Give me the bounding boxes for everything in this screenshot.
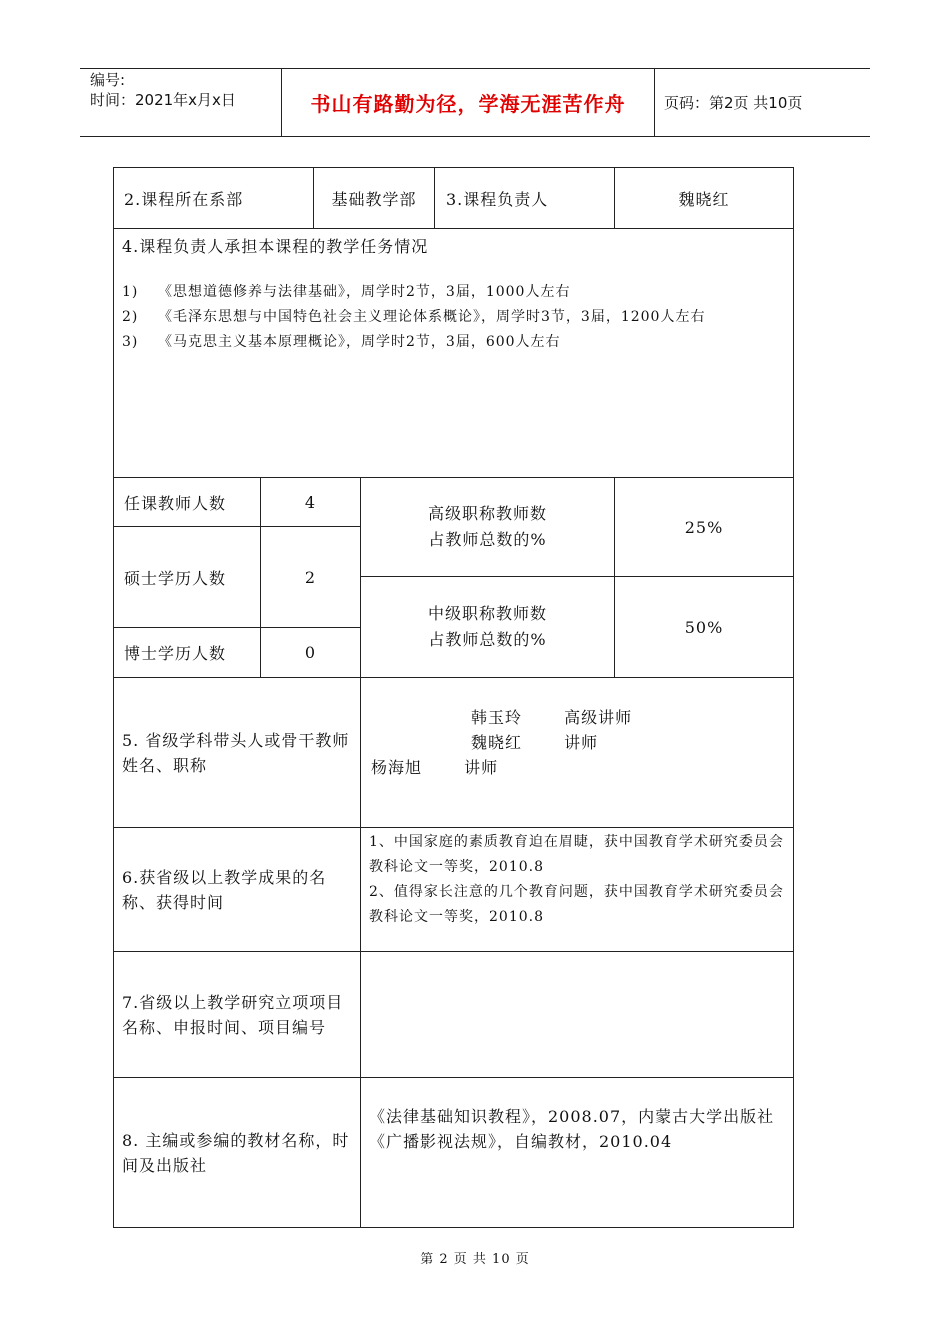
senior-title-value: 25% [684,517,724,537]
header-divider-right [654,68,655,136]
header-page-info: 页码：第2页 共10页 [664,94,803,112]
list-item [122,330,787,355]
mid-label-line2: 占教师总数的% [428,630,547,649]
mid-label-line1: 中级职称教师数 [427,604,547,623]
row-line [113,228,794,229]
header-bottom-rule [80,136,870,137]
header-meta [90,70,280,110]
table-border-right [793,167,794,1228]
textbook-item: 《广播影视法规》，自编教材，2010.04 [369,1132,673,1151]
list-item [122,280,787,305]
list-item-text: 《马克思主义基本原理概论》，周学时2节，3届，600人左右 [158,334,561,350]
leader-entry [471,730,598,755]
leader-title: 讲师 [564,733,599,752]
leader-title: 高级讲师 [564,708,633,727]
table-border-left [113,167,114,1228]
lead-value: 魏晓红 [678,189,730,209]
mid-title-label [361,577,614,677]
doc-number-label: 编号: [90,71,126,89]
senior-label-line1: 高级职称教师数 [427,504,547,523]
list-item [122,305,787,330]
phd-count-label: 博士学历人数 [124,644,227,663]
dept-label: 2.课程所在系部 [124,189,244,209]
task-list [122,280,787,355]
leader-name: 韩玉玲 [471,708,523,727]
leaders-label: 5. 省级学科带头人或骨干教师姓名、职称 [122,730,350,775]
textbooks-label: 8. 主编或参编的教材名称，时间及出版社 [122,1130,350,1175]
list-item-text: 《思想道德修养与法律基础》，周学时2节，3届，1000人左右 [158,284,571,300]
list-item-number: 1) [122,284,139,300]
achievements-label: 6.获省级以上教学成果的名称、获得时间 [122,867,327,912]
senior-title-label [361,478,614,576]
achievements-list [369,830,791,930]
page-footer: 第 2 页 共 10 页 [420,1252,530,1267]
task-title: 4.课程负责人承担本课程的教学任务情况 [122,237,429,256]
col-line [434,167,435,228]
masters-count-value: 2 [304,567,317,587]
textbook-item: 《法律基础知识教程》，2008.07，内蒙古大学出版社 [369,1107,775,1126]
table-border-bottom [113,1227,794,1228]
list-item-number: 3) [122,334,139,350]
lead-label: 3.课程负责人 [446,189,549,209]
leader-name: 杨海旭 [371,758,423,777]
dept-value: 基础教学部 [331,189,417,209]
header-motto: 书山有路勤为径，学海无涯苦作舟 [310,91,626,116]
achievement-item: 1、中国家庭的素质教育迫在眉睫，获中国教育学术研究委员会教科论文一等奖，2010.8 [369,834,784,875]
list-item-number: 2) [122,309,139,325]
date-text: 时间：2021年x月x日 [90,91,236,109]
phd-count-value: 0 [304,643,317,662]
leaders-list [361,678,793,827]
leader-entry [371,755,498,780]
leader-entry [471,705,632,730]
achievement-item: 2、值得家长注意的几个教育问题，获中国教育学术研究委员会教科论文一等奖，2010.8 [369,884,784,925]
leader-name: 魏晓红 [471,733,523,752]
teachers-count-value: 4 [304,492,317,512]
masters-count-label: 硕士学历人数 [124,568,227,588]
textbooks-list [369,1104,791,1154]
list-item-text: 《毛泽东思想与中国特色社会主义理论体系概论》，周学时3节，3届，1200人左右 [158,309,706,325]
leader-title: 讲师 [464,758,499,777]
research-label: 7.省级以上教学研究立项项目名称、申报时间、项目编号 [122,992,344,1037]
senior-label-line2: 占教师总数的% [428,530,547,549]
mid-title-value: 50% [684,617,724,637]
teachers-count-label: 任课教师人数 [124,493,227,513]
